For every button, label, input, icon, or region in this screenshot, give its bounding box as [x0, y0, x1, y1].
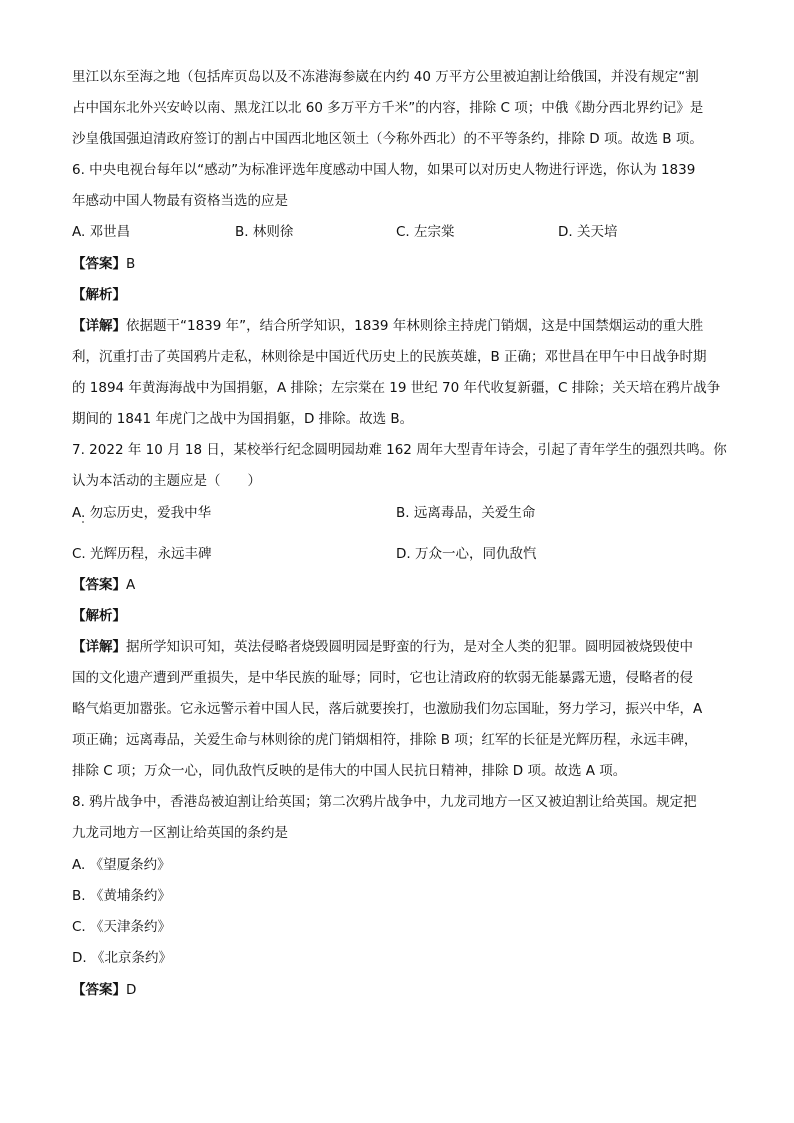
q7-stem-line-1: 7. 2022 年 10 月 18 日，某校举行纪念圆明园劫难 162 周年大型青年诗会，引起了青年学生的强烈共鸣。你: [72, 442, 727, 458]
q6-answer-row: [72, 255, 135, 273]
q6-detail-line-2: 利，沉重打击了英国鸦片走私，林则徐是中国近代历史上的民族英雄，B 正确；邓世昌在甲午中日战争时期: [72, 349, 707, 365]
stray-dot-mark: [82, 521, 84, 523]
prev-explanation-line-3: 沙皇俄国强迫清政府签订的割占中国西北地区领土（今称外西北）的不平等条约，排除 D 项。故选 B 项。: [72, 131, 703, 147]
prev-explanation-line-2: 占中国东北外兴安岭以南、黑龙江以北 60 多万平方千米”的内容，排除 C 项；中俄《勘分西北界约记》是: [72, 100, 704, 116]
q8-option-b: B. 《黄埔条约》: [72, 888, 171, 904]
q7-detail-label: 【详解】: [72, 639, 126, 655]
q6-detail-line-3: 的 1894 年黄海海战中为国捐躯，A 排除；左宗棠在 19 世纪 70 年代收复新疆，C 排除；关天培在鸦片战争: [72, 380, 721, 396]
q7-detail-line-3: 略气焰更加嚣张。它永远警示着中国人民，落后就要挨打，也激励我们勿忘国耻，努力学习，振兴中华，A: [72, 701, 703, 717]
q8-stem-line-1: 8. 鸦片战争中，香港岛被迫割让给英国；第二次鸦片战争中，九龙司地方一区又被迫割让给英国。规定把: [72, 794, 697, 810]
q7-detail-line-2: 国的文化遗产遭到严重损失，是中华民族的耻辱；同时，它也让清政府的软弱无能暴露无遗，侵略者的侵: [72, 670, 693, 686]
q7-answer-value: A: [126, 577, 136, 593]
q6-detail-text-1: 依据题干“1839 年”，结合所学知识，1839 年林则徐主持虎门销烟，这是中国禁烟运动的重大胜: [126, 318, 704, 334]
prev-explanation-line-1: 里江以东至海之地（包括库页岛以及不冻港海参崴在内约 40 万平方公里被迫割让给俄国，并没有规定“割: [72, 69, 699, 85]
q6-stem-line-1: 6. 中央电视台每年以“感动”为标准评选年度感动中国人物，如果可以对历史人物进行评选，你认为 1839: [72, 162, 696, 178]
q7-detail-line-4: 项正确；远离毒品，关爱生命与林则徐的虎门销烟相符，排除 B 项；红军的长征是光辉历程，永远丰碑，: [72, 732, 698, 748]
q6-answer-value: B: [126, 256, 136, 272]
q8-answer-label: 【答案】: [72, 982, 126, 998]
q8-stem-line-2: 九龙司地方一区割让给英国的条约是: [72, 825, 288, 841]
q7-option-d: D. 万众一心，同仇敌忾: [396, 546, 537, 562]
q6-stem-line-2: 年感动中国人物最有资格当选的应是: [72, 193, 288, 209]
q7-stem-line-2: 认为本活动的主题应是（ ）: [72, 473, 261, 489]
q8-answer-value: D: [126, 982, 137, 998]
q8-option-a: A. 《望厦条约》: [72, 857, 171, 873]
q7-detail-line-1: [72, 638, 732, 656]
q7-answer-row: [72, 576, 135, 594]
q6-analysis-label: 【解析】: [72, 287, 126, 303]
q6-answer-label: 【答案】: [72, 256, 126, 272]
q7-detail-text-1: 据所学知识可知，英法侵略者烧毁圆明园是野蛮的行为，是对全人类的犯罪。圆明园被烧毁使中: [126, 639, 693, 655]
q6-option-a: A. 邓世昌: [72, 224, 131, 240]
q8-option-d: D. 《北京条约》: [72, 950, 172, 966]
q7-analysis-label: 【解析】: [72, 608, 126, 624]
q7-option-c: C. 光辉历程，永远丰碑: [72, 546, 212, 562]
q7-detail-line-5: 排除 C 项；万众一心，同仇敌忾反映的是伟大的中国人民抗日精神，排除 D 项。故选 A 项。: [72, 763, 627, 779]
q6-option-b: B. 林则徐: [235, 224, 294, 240]
q6-detail-label: 【详解】: [72, 318, 126, 334]
q8-answer-row: [72, 981, 136, 999]
q6-detail-line-1: [72, 317, 732, 335]
q6-option-c: C. 左宗棠: [396, 224, 455, 240]
q8-option-c: C. 《天津条约》: [72, 919, 172, 935]
q7-answer-label: 【答案】: [72, 577, 126, 593]
q7-option-a: A. 勿忘历史，爱我中华: [72, 505, 212, 521]
q7-option-b: B. 远离毒品，关爱生命: [396, 505, 536, 521]
q6-detail-line-4: 期间的 1841 年虎门之战中为国捐躯，D 排除。故选 B。: [72, 411, 414, 427]
q6-option-d: D. 关天培: [558, 224, 618, 240]
